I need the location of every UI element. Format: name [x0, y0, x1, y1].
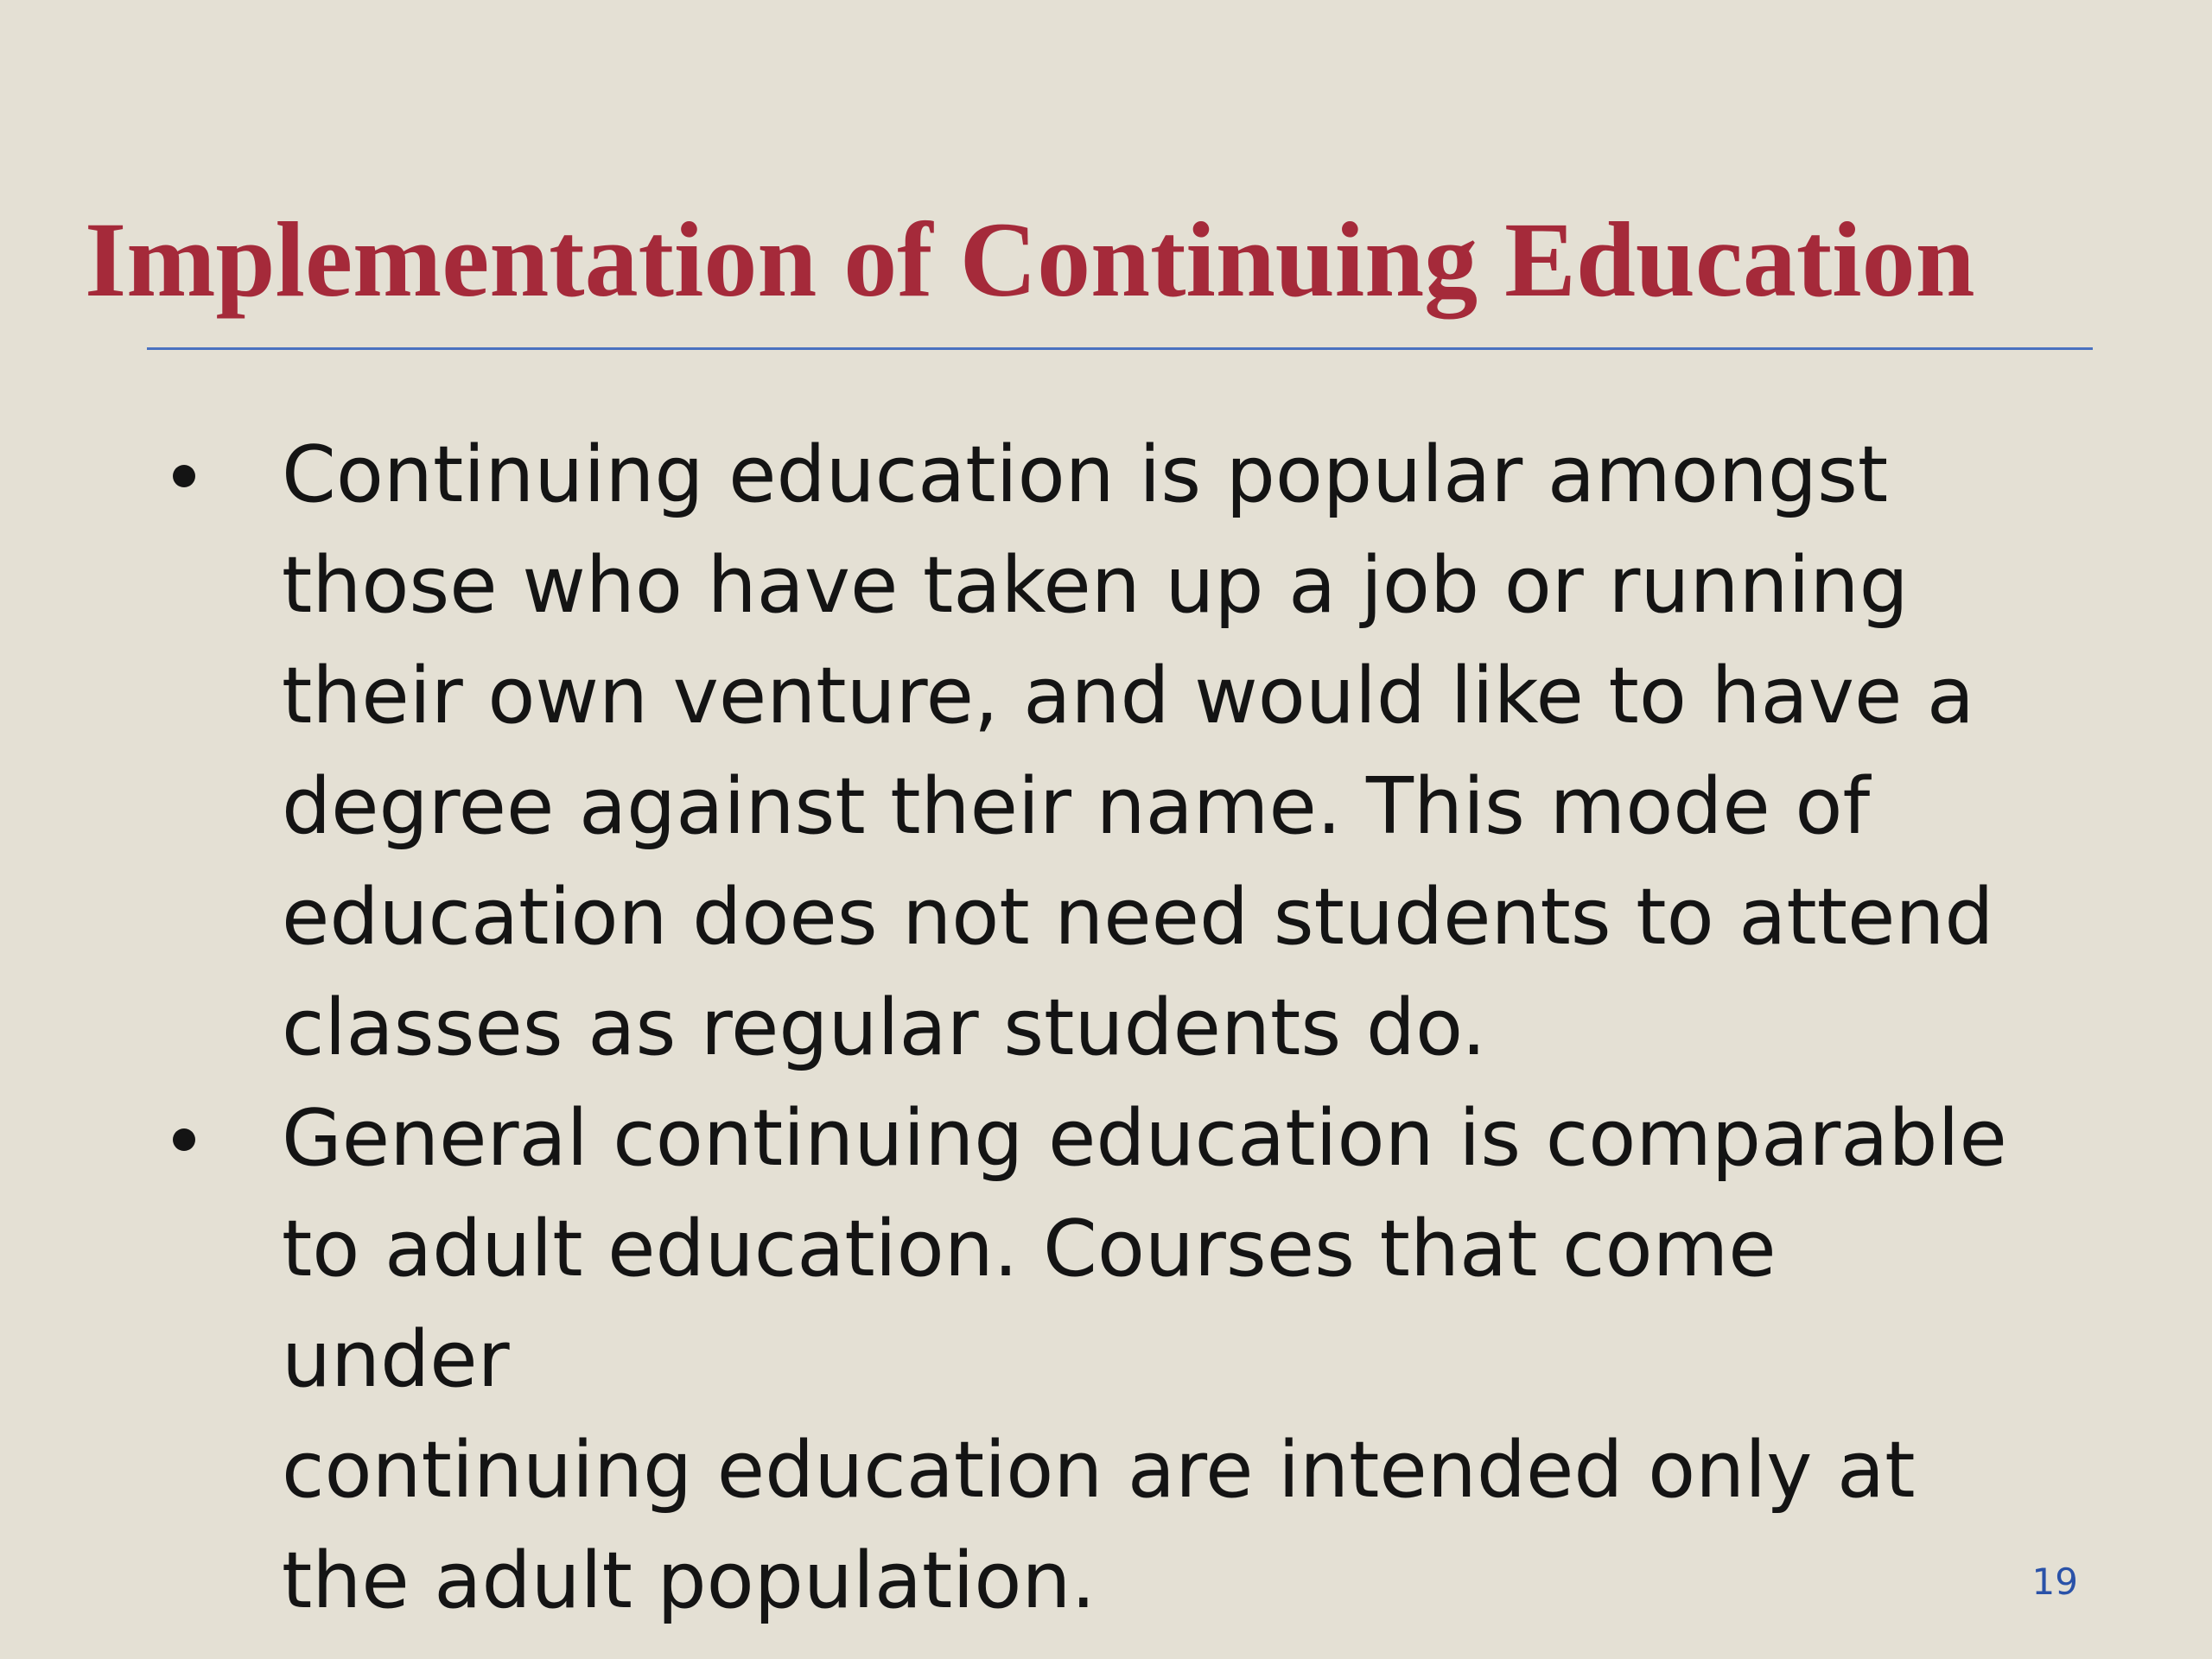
- bullet-line: Continuing education is popular amongst: [282, 429, 1889, 520]
- bullet-line: classes as regular students do.: [282, 982, 1487, 1073]
- bullet-line: their own venture, and would like to have a: [282, 651, 1975, 741]
- bullet-line: continuing education are intended only at: [282, 1425, 1916, 1516]
- bullet-line: General continuing education is comparable: [282, 1093, 2007, 1184]
- bullet-item: [164, 1084, 2022, 1637]
- bullet-dot-icon: [173, 465, 195, 487]
- bullet-item: [164, 420, 2022, 1084]
- bullet-line: the adult population.: [282, 1535, 1096, 1626]
- bullet-line: degree against their name. This mode of: [282, 761, 1871, 852]
- bullet-line: education does not need students to attend: [282, 872, 1994, 963]
- bullet-line: those who have taken up a job or running: [282, 540, 1909, 631]
- bullet-dot-icon: [173, 1128, 195, 1151]
- title-underline-rule: [147, 347, 2093, 350]
- bullet-list: [164, 420, 2022, 1637]
- page-number: 19: [2031, 1560, 2078, 1603]
- bullet-line: to adult education. Courses that come under: [282, 1204, 1777, 1405]
- slide-title: Implementation of Continuing Education: [85, 200, 1975, 319]
